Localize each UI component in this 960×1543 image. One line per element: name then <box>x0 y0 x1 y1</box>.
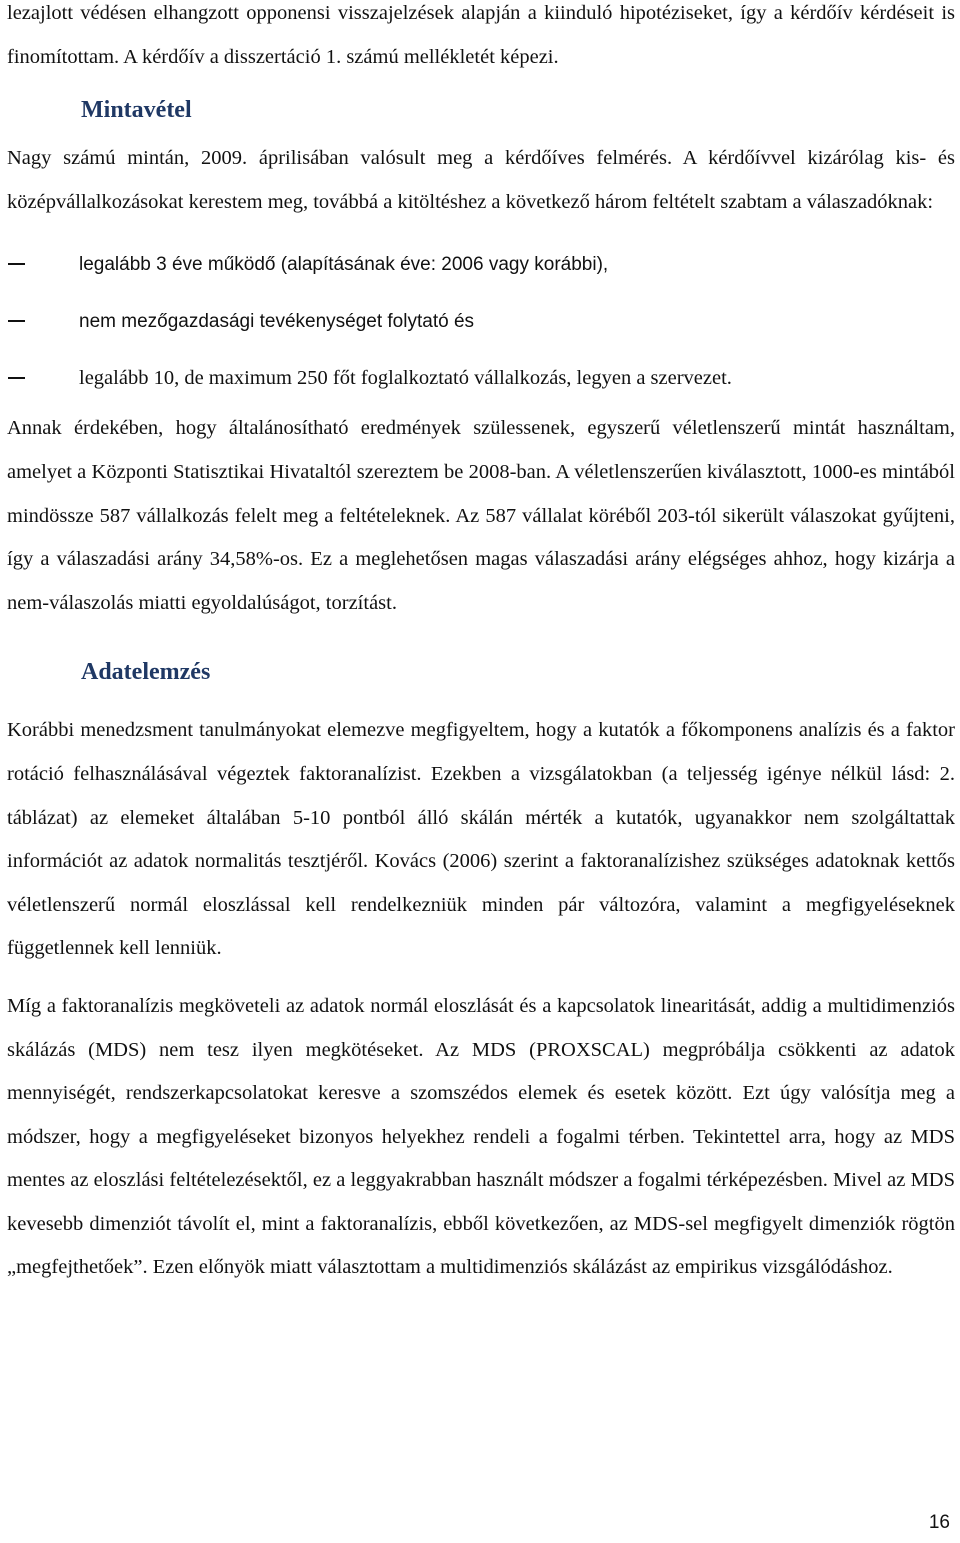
analysis-paragraph-1: Korábbi menedzsment tanulmányokat elemezve megfigyeltem, hogy a kutatók a főkomponens analízis és a faktor rotáció felhasználásával végeztek faktoranalízist. Ezekben a vizsgálatokban (a teljesség igénye nélkül lásd: 2. táblázat) az elemeket általában 5-10 pontból álló skálán mérték a kutatók, ugyanakkor nem szolgáltattak információt az adatok normalitás tesztjéről. Kovács (2006) szerint a faktoranalízishez szükséges adatoknak kettős véletlenszerű normál eloszlással kell rendelkezniük minden pár változóra, valamint a megfigyeléseknek függetlennek kell lenniük. <box>7 719 955 960</box>
sampling-paragraph-2: Annak érdekében, hogy általánosítható eredmények szülessenek, egyszerű véletlenszerű mintát használtam, amelyet a Központi Statisztikai Hivataltól szereztem be 2008-ban. A véletlenszerűen kiválasztott, 1000-es mintából mindössze 587 vállalkozás felelt meg a feltételeknek. Az 587 vállalat köréből 203-tól sikerült válaszokat gyűjteni, így a válaszadási arány 34,58%-os. Ez a meglehetősen magas válaszadási arány elégséges ahhoz, hogy kizárja a nem-válaszolás miatti egyoldalúságot, torzítást. <box>7 417 955 614</box>
sampling-paragraph-1: Nagy számú mintán, 2009. áprilisában valósult meg a kérdőíves felmérés. A kérdőívvel kizárólag kis- és középvállalkozásokat kerestem meg, továbbá a kitöltéshez a következő három feltételt szabtam a válaszadóknak: <box>7 147 955 213</box>
dash-bullet-icon <box>8 263 25 265</box>
list-item-text: legalább 3 éve működő (alapításának éve: 2006 vagy korábbi), <box>79 254 609 276</box>
section-heading-sampling: Mintavétel <box>81 97 192 124</box>
document-page <box>7 0 955 1290</box>
intro-paragraph: lezajlott védésen elhangzott opponensi visszajelzések alapján a kiinduló hipotéziseket, így a kérdőív kérdéseit is finomítottam. A kérdőív a disszertáció 1. számú mellékletét képezi. <box>7 2 955 68</box>
conditions-list <box>7 236 955 407</box>
dash-bullet-icon <box>8 320 25 322</box>
page-number: 16 <box>928 1512 950 1533</box>
list-item-text: nem mezőgazdasági tevékenységet folytató és <box>79 311 475 333</box>
list-item-text: legalább 10, de maximum 250 főt foglalkoztató vállalkozás, legyen a szervezet. <box>79 367 732 390</box>
dash-bullet-icon <box>8 377 25 379</box>
list-item <box>7 293 955 350</box>
list-item <box>7 350 955 407</box>
section-heading-analysis: Adatelemzés <box>81 659 211 686</box>
analysis-paragraph-2: Míg a faktoranalízis megköveteli az adatok normál eloszlását és a kapcsolatok linearitását, addig a multidimenziós skálázás (MDS) nem tesz ilyen megkötéseket. Az MDS (PROXSCAL) megpróbálja csökkenti az adatok mennyiségét, rendszerkapcsolatokat keresve a szomszédos elemek és esetek között. Ezt úgy valósítja meg a módszer, hogy a megfigyeléseket bizonyos helyekhez rendeli a fogalmi térben. Tekintettel arra, hogy az MDS mentes az eloszlási feltételezésektől, ez a leggyakrabban használt módszer a fogalmi térképezésben. Mivel az MDS kevesebb dimenziót távolít el, mint a faktoranalízis, ebből következően, az MDS-sel megfigyelt dimenziók rögtön „megfejthetőek”. Ezen előnyök miatt választottam a multidimenziós skálázást az empirikus vizsgálódáshoz. <box>7 994 955 1279</box>
list-item <box>7 236 955 293</box>
